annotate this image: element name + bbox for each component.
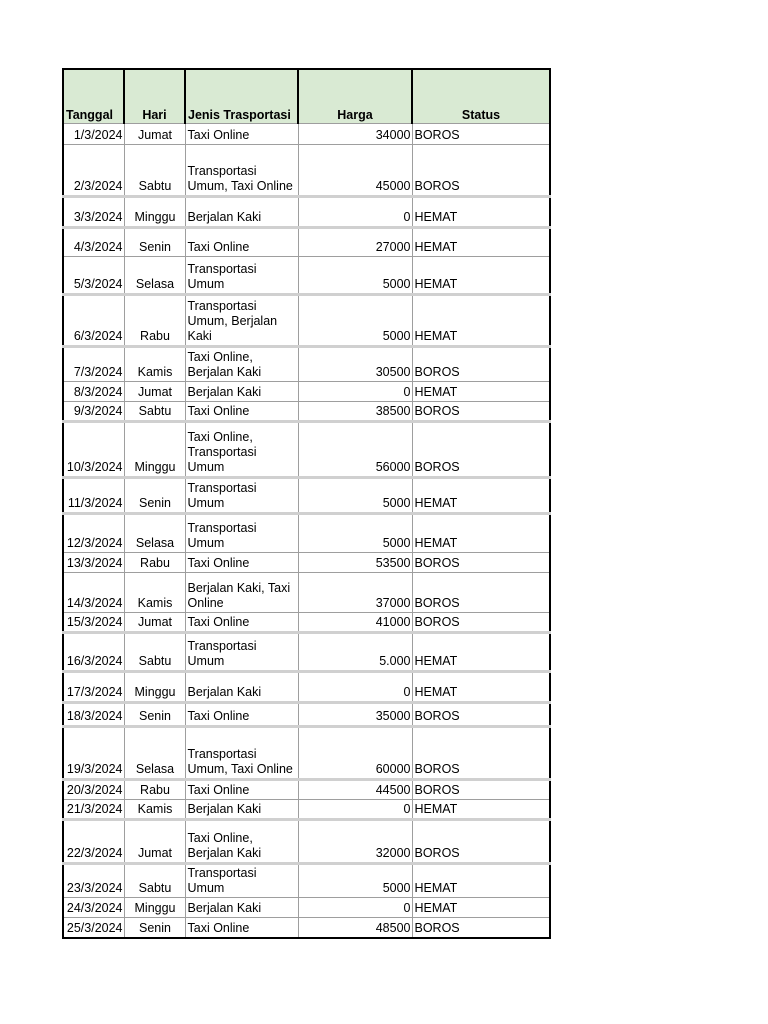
table-row: [63, 197, 550, 228]
cell-tanggal[interactable]: 25/3/2024: [63, 918, 124, 938]
cell-tanggal[interactable]: 10/3/2024: [63, 422, 124, 478]
cell-jenis-trasportasi[interactable]: Transportasi Umum: [185, 864, 298, 898]
cell-tanggal[interactable]: 11/3/2024: [63, 478, 124, 514]
cell-status[interactable]: HEMAT: [412, 382, 550, 402]
table-row: [63, 145, 550, 197]
cell-jenis-trasportasi[interactable]: Berjalan Kaki: [185, 800, 298, 820]
cell-harga[interactable]: 5000: [298, 514, 412, 553]
cell-jenis-trasportasi[interactable]: Transportasi Umum: [185, 257, 298, 295]
cell-status[interactable]: BOROS: [412, 727, 550, 780]
cell-status[interactable]: HEMAT: [412, 478, 550, 514]
cell-tanggal[interactable]: 4/3/2024: [63, 228, 124, 257]
table-row: [63, 703, 550, 727]
cell-status[interactable]: HEMAT: [412, 514, 550, 553]
cell-hari[interactable]: Kamis: [124, 800, 185, 820]
cell-harga[interactable]: 35000: [298, 703, 412, 727]
cell-harga[interactable]: 5000: [298, 864, 412, 898]
cell-status[interactable]: BOROS: [412, 422, 550, 478]
cell-harga[interactable]: 41000: [298, 613, 412, 633]
table-row: [63, 553, 550, 573]
cell-hari[interactable]: Sabtu: [124, 145, 185, 197]
cell-tanggal[interactable]: 15/3/2024: [63, 613, 124, 633]
cell-harga[interactable]: 0: [298, 800, 412, 820]
cell-jenis-trasportasi[interactable]: Transportasi Umum, Taxi Online: [185, 145, 298, 197]
cell-harga[interactable]: 34000: [298, 124, 412, 145]
cell-tanggal[interactable]: 17/3/2024: [63, 672, 124, 703]
cell-status[interactable]: HEMAT: [412, 672, 550, 703]
cell-hari[interactable]: Sabtu: [124, 402, 185, 422]
cell-hari[interactable]: Selasa: [124, 257, 185, 295]
cell-hari[interactable]: Senin: [124, 703, 185, 727]
cell-tanggal[interactable]: 20/3/2024: [63, 780, 124, 800]
cell-hari[interactable]: Rabu: [124, 295, 185, 347]
cell-jenis-trasportasi[interactable]: Transportasi Umum, Taxi Online: [185, 727, 298, 780]
cell-harga[interactable]: 5000: [298, 295, 412, 347]
header-harga[interactable]: Harga: [298, 69, 412, 124]
header-jenis-trasportasi[interactable]: Jenis Trasportasi: [185, 69, 298, 124]
cell-tanggal[interactable]: 21/3/2024: [63, 800, 124, 820]
table-row: [63, 820, 550, 864]
cell-tanggal[interactable]: 8/3/2024: [63, 382, 124, 402]
table-row: [63, 898, 550, 918]
table-row: [63, 514, 550, 553]
header-tanggal[interactable]: Tanggal: [63, 69, 124, 124]
cell-hari[interactable]: Minggu: [124, 672, 185, 703]
cell-status[interactable]: HEMAT: [412, 257, 550, 295]
cell-tanggal[interactable]: 18/3/2024: [63, 703, 124, 727]
table-row: [63, 633, 550, 672]
cell-jenis-trasportasi[interactable]: Transportasi Umum: [185, 478, 298, 514]
cell-tanggal[interactable]: 14/3/2024: [63, 573, 124, 613]
cell-hari[interactable]: Kamis: [124, 347, 185, 382]
cell-hari[interactable]: Senin: [124, 918, 185, 938]
cell-hari[interactable]: Senin: [124, 478, 185, 514]
cell-jenis-trasportasi[interactable]: Taxi Online: [185, 613, 298, 633]
cell-hari[interactable]: Kamis: [124, 573, 185, 613]
cell-status[interactable]: BOROS: [412, 573, 550, 613]
cell-tanggal[interactable]: 16/3/2024: [63, 633, 124, 672]
cell-harga[interactable]: 0: [298, 382, 412, 402]
cell-tanggal[interactable]: 19/3/2024: [63, 727, 124, 780]
cell-status[interactable]: HEMAT: [412, 197, 550, 228]
cell-harga[interactable]: 32000: [298, 820, 412, 864]
cell-tanggal[interactable]: 22/3/2024: [63, 820, 124, 864]
table-row: [63, 422, 550, 478]
table-row: [63, 402, 550, 422]
cell-tanggal[interactable]: 6/3/2024: [63, 295, 124, 347]
cell-status[interactable]: HEMAT: [412, 228, 550, 257]
cell-harga[interactable]: 38500: [298, 402, 412, 422]
cell-status[interactable]: BOROS: [412, 703, 550, 727]
cell-status[interactable]: HEMAT: [412, 295, 550, 347]
cell-jenis-trasportasi[interactable]: Taxi Online, Berjalan Kaki: [185, 347, 298, 382]
cell-status[interactable]: BOROS: [412, 780, 550, 800]
cell-harga[interactable]: 45000: [298, 145, 412, 197]
cell-status[interactable]: BOROS: [412, 553, 550, 573]
table-row: [63, 573, 550, 613]
table-row: [63, 347, 550, 382]
cell-jenis-trasportasi[interactable]: Taxi Online: [185, 124, 298, 145]
cell-harga[interactable]: 27000: [298, 228, 412, 257]
table-row: [63, 800, 550, 820]
cell-tanggal[interactable]: 3/3/2024: [63, 197, 124, 228]
table-body: [63, 124, 550, 938]
cell-status[interactable]: BOROS: [412, 402, 550, 422]
cell-status[interactable]: HEMAT: [412, 864, 550, 898]
cell-jenis-trasportasi[interactable]: Transportasi Umum: [185, 633, 298, 672]
cell-hari[interactable]: Jumat: [124, 382, 185, 402]
cell-status[interactable]: HEMAT: [412, 633, 550, 672]
transport-expense-table: [62, 68, 551, 939]
cell-harga[interactable]: 37000: [298, 573, 412, 613]
cell-jenis-trasportasi[interactable]: Berjalan Kaki: [185, 382, 298, 402]
table-row: [63, 613, 550, 633]
table-row: [63, 257, 550, 295]
cell-jenis-trasportasi[interactable]: Transportasi Umum, Berjalan Kaki: [185, 295, 298, 347]
cell-tanggal[interactable]: 9/3/2024: [63, 402, 124, 422]
cell-harga[interactable]: 30500: [298, 347, 412, 382]
cell-jenis-trasportasi[interactable]: Taxi Online: [185, 918, 298, 938]
table-row: [63, 295, 550, 347]
cell-status[interactable]: BOROS: [412, 820, 550, 864]
table-row: [63, 124, 550, 145]
cell-hari[interactable]: Senin: [124, 228, 185, 257]
table-row: [63, 228, 550, 257]
table-row: [63, 864, 550, 898]
cell-hari[interactable]: Rabu: [124, 553, 185, 573]
table-row: [63, 382, 550, 402]
table-row: [63, 478, 550, 514]
cell-jenis-trasportasi[interactable]: Taxi Online: [185, 228, 298, 257]
cell-hari[interactable]: Minggu: [124, 422, 185, 478]
cell-status[interactable]: BOROS: [412, 613, 550, 633]
cell-harga[interactable]: 5.000: [298, 633, 412, 672]
cell-tanggal[interactable]: 13/3/2024: [63, 553, 124, 573]
table-row: [63, 780, 550, 800]
cell-harga[interactable]: 56000: [298, 422, 412, 478]
cell-harga[interactable]: 0: [298, 197, 412, 228]
header-hari[interactable]: Hari: [124, 69, 185, 124]
cell-harga[interactable]: 60000: [298, 727, 412, 780]
cell-tanggal[interactable]: 23/3/2024: [63, 864, 124, 898]
cell-jenis-trasportasi[interactable]: Taxi Online: [185, 553, 298, 573]
cell-harga[interactable]: 48500: [298, 918, 412, 938]
cell-harga[interactable]: 53500: [298, 553, 412, 573]
cell-tanggal[interactable]: 24/3/2024: [63, 898, 124, 918]
table-row: [63, 727, 550, 780]
cell-tanggal[interactable]: 2/3/2024: [63, 145, 124, 197]
cell-hari[interactable]: Minggu: [124, 898, 185, 918]
cell-status[interactable]: BOROS: [412, 124, 550, 145]
cell-hari[interactable]: Selasa: [124, 514, 185, 553]
header-row: [63, 69, 550, 124]
cell-jenis-trasportasi[interactable]: Taxi Online, Transportasi Umum: [185, 422, 298, 478]
cell-jenis-trasportasi[interactable]: Taxi Online: [185, 402, 298, 422]
cell-harga[interactable]: 44500: [298, 780, 412, 800]
cell-tanggal[interactable]: 12/3/2024: [63, 514, 124, 553]
cell-status[interactable]: BOROS: [412, 918, 550, 938]
cell-status[interactable]: HEMAT: [412, 800, 550, 820]
cell-hari[interactable]: Sabtu: [124, 864, 185, 898]
cell-jenis-trasportasi[interactable]: Taxi Online: [185, 780, 298, 800]
cell-hari[interactable]: Jumat: [124, 124, 185, 145]
cell-tanggal[interactable]: 1/3/2024: [63, 124, 124, 145]
header-status[interactable]: Status: [412, 69, 550, 124]
cell-status[interactable]: BOROS: [412, 145, 550, 197]
cell-jenis-trasportasi[interactable]: Taxi Online, Berjalan Kaki: [185, 820, 298, 864]
cell-status[interactable]: HEMAT: [412, 898, 550, 918]
cell-harga[interactable]: 0: [298, 898, 412, 918]
cell-tanggal[interactable]: 5/3/2024: [63, 257, 124, 295]
cell-jenis-trasportasi[interactable]: Berjalan Kaki: [185, 898, 298, 918]
table-row: [63, 918, 550, 938]
cell-hari[interactable]: Jumat: [124, 820, 185, 864]
cell-jenis-trasportasi[interactable]: Transportasi Umum: [185, 514, 298, 553]
cell-harga[interactable]: 0: [298, 672, 412, 703]
cell-tanggal[interactable]: 7/3/2024: [63, 347, 124, 382]
cell-hari[interactable]: Minggu: [124, 197, 185, 228]
cell-harga[interactable]: 5000: [298, 257, 412, 295]
cell-status[interactable]: BOROS: [412, 347, 550, 382]
cell-hari[interactable]: Rabu: [124, 780, 185, 800]
cell-jenis-trasportasi[interactable]: Berjalan Kaki: [185, 197, 298, 228]
cell-jenis-trasportasi[interactable]: Berjalan Kaki: [185, 672, 298, 703]
cell-harga[interactable]: 5000: [298, 478, 412, 514]
cell-hari[interactable]: Sabtu: [124, 633, 185, 672]
cell-jenis-trasportasi[interactable]: Taxi Online: [185, 703, 298, 727]
cell-hari[interactable]: Jumat: [124, 613, 185, 633]
cell-jenis-trasportasi[interactable]: Berjalan Kaki, Taxi Online: [185, 573, 298, 613]
cell-hari[interactable]: Selasa: [124, 727, 185, 780]
table-row: [63, 672, 550, 703]
